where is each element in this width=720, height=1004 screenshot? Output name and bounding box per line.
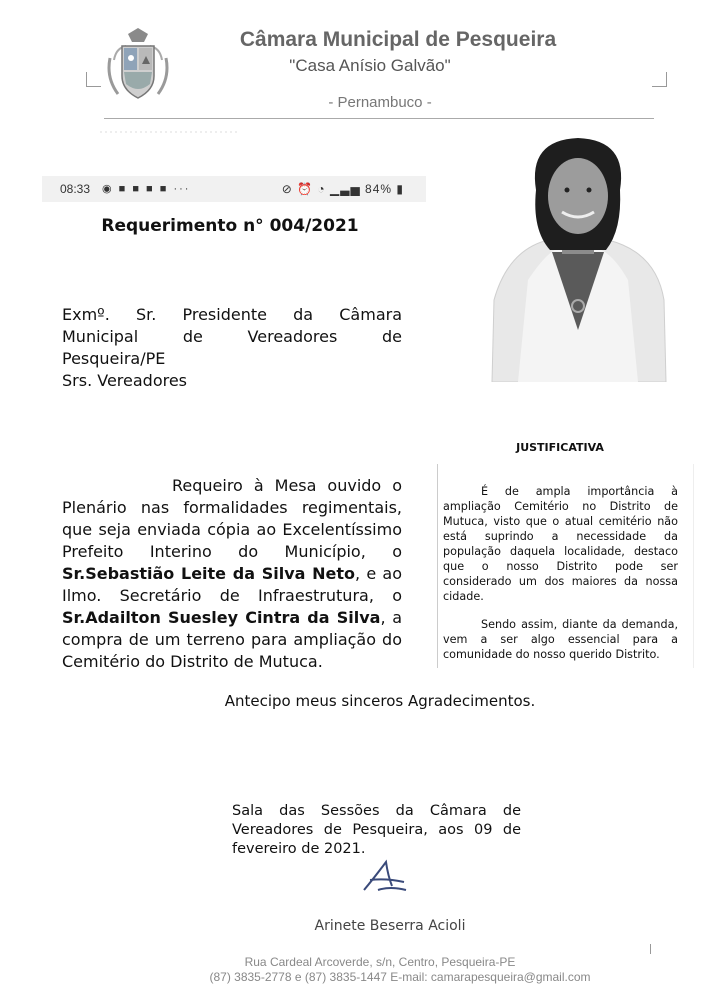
status-time: 08:33 xyxy=(60,182,91,196)
header-corner-left xyxy=(86,72,101,87)
letterhead-title: Câmara Municipal de Pesqueira xyxy=(239,28,557,51)
justification-title: JUSTIFICATIVA xyxy=(516,441,604,454)
header-corner-right xyxy=(652,72,667,87)
notification-icons: ◉ ■ ■ ■ ■ ··· xyxy=(102,183,191,195)
footer-address: Rua Cardeal Arcoverde, s/n, Centro, Pesqueira-PE xyxy=(244,955,516,969)
session-location-date: Sala das Sessões da Câmara de Vereadores de Pesqueira, aos 09 de fevereiro de 2021. xyxy=(232,803,521,857)
body-text-part: , e ao Ilmo. Secretário de Infraestrutura, o xyxy=(62,564,402,605)
justification-text xyxy=(443,484,678,662)
handwritten-signature xyxy=(356,856,412,896)
thanks-line: Antecipo meus sinceros Agradecimentos. xyxy=(224,692,536,710)
secretary-name: Sr.Adailton Suesley Cintra da Silva xyxy=(62,608,381,627)
letterhead-state: - Pernambuco - xyxy=(328,94,432,111)
request-body xyxy=(62,475,402,673)
scan-artifact xyxy=(100,130,240,134)
mayor-name: Sr.Sebastião Leite da Silva Neto xyxy=(62,564,356,583)
addressee-line: Municipal de Vereadores de xyxy=(62,327,402,346)
footer-contact: (87) 3835-2778 e (87) 3835-1447 E-mail: camarapesqueira@gmail.com xyxy=(209,970,591,984)
addressee-line: Exmº. Sr. Presidente da Câmara xyxy=(62,305,402,324)
justification-paragraph: Sendo assim, diante da demanda, vem a ser algo essencial para a comunidade do nosso querido Distrito. xyxy=(443,618,678,661)
letterhead-divider xyxy=(104,118,654,119)
body-text-part: , a compra de um terreno para ampliação do Cemitério do Distrito de Mutuca. xyxy=(62,608,402,671)
addressee-block xyxy=(62,304,402,392)
addressee-line: Pesqueira/PE xyxy=(62,349,166,368)
councillor-photo xyxy=(488,130,668,382)
system-icons: ⊘ ⏰ ◔ ▁▃▅ 84% ▮ xyxy=(281,182,404,196)
letterhead-subtitle: "Casa Anísio Galvão" xyxy=(289,56,451,75)
justification-paragraph: É de ampla importância à ampliação Cemitério no Distrito de Mutuca, visto que o atual cemitério não está suprindo a necessidade da população daquela localidade, destaco que o nosso Distrito pode ser considerado um dos maiores da nossa cidade. xyxy=(443,485,678,603)
municipal-crest-icon xyxy=(104,28,172,104)
signer-name: Arinete Beserra Acioli xyxy=(314,918,466,934)
phone-status-bar xyxy=(42,176,426,202)
body-text-part: Requeiro à Mesa ouvido o Plenário nas formalidades regimentais, que seja enviada cópia ao Excelentíssimo Prefeito Interino do Município, o xyxy=(62,476,402,561)
request-title: Requerimento n° 004/2021 xyxy=(101,216,359,236)
footer-mark xyxy=(650,944,651,954)
addressee-line: Srs. Vereadores xyxy=(62,371,188,390)
